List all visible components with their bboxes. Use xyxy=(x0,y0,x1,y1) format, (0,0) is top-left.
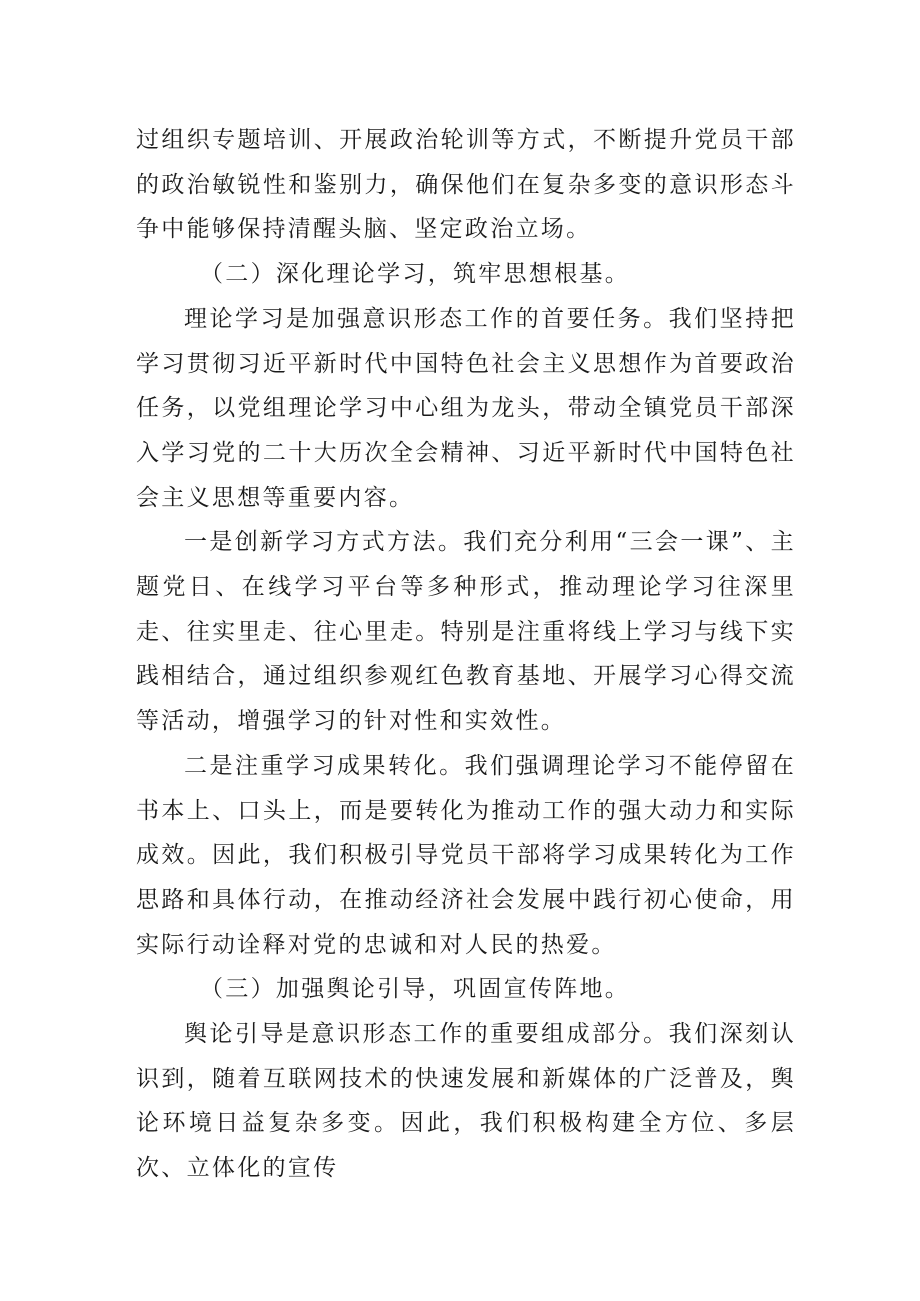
paragraph-public-opinion: 舆论引导是意识形态工作的重要组成部分。我们深刻认识到，随着互联网技术的快速发展和新媒体的广泛普及，舆论环境日益复杂多变。因此，我们积极构建全方位、多层次、立体化的宣传 xyxy=(136,1021,796,1182)
section-heading-three: （三）加强舆论引导，巩固宣传阵地。 xyxy=(200,976,631,1003)
paragraph-theory-study: 理论学习是加强意识形态工作的首要任务。我们坚持把学习贯彻习近平新时代中国特色社会主义思想作为首要政治任务，以党组理论学习中心组为龙头，带动全镇党员干部深入学习党的二十大历次全会精神、习近平新时代中国特色社会主义思想等重要内容。 xyxy=(136,305,796,511)
paragraph-continued: 过组织专题培训、开展政治轮训等方式，不断提升党员干部的政治敏锐性和鉴别力，确保他们在复杂多变的意识形态斗争中能够保持清醒头脑、坚定政治立场。 xyxy=(136,127,796,243)
document-body xyxy=(136,118,796,1191)
paragraph-result-transformation: 二是注重学习成果转化。我们强调理论学习不能停留在书本上、口头上，而是要转化为推动工作的强大动力和实际成效。因此，我们积极引导党员干部将学习成果转化为工作思路和具体行动，在推动经济社会发展中践行初心使命，用实际行动诠释对党的忠诚和对人民的热爱。 xyxy=(136,752,796,958)
paragraph-innovate-methods: 一是创新学习方式方法。我们充分利用“三会一课”、主题党日、在线学习平台等多种形式，推动理论学习往深里走、往实里走、往心里走。特别是注重将线上学习与线下实践相结合，通过组织参观红色教育基地、开展学习心得交流等活动，增强学习的针对性和实效性。 xyxy=(136,529,796,735)
section-heading-two: （二）深化理论学习，筑牢思想根基。 xyxy=(200,261,631,288)
